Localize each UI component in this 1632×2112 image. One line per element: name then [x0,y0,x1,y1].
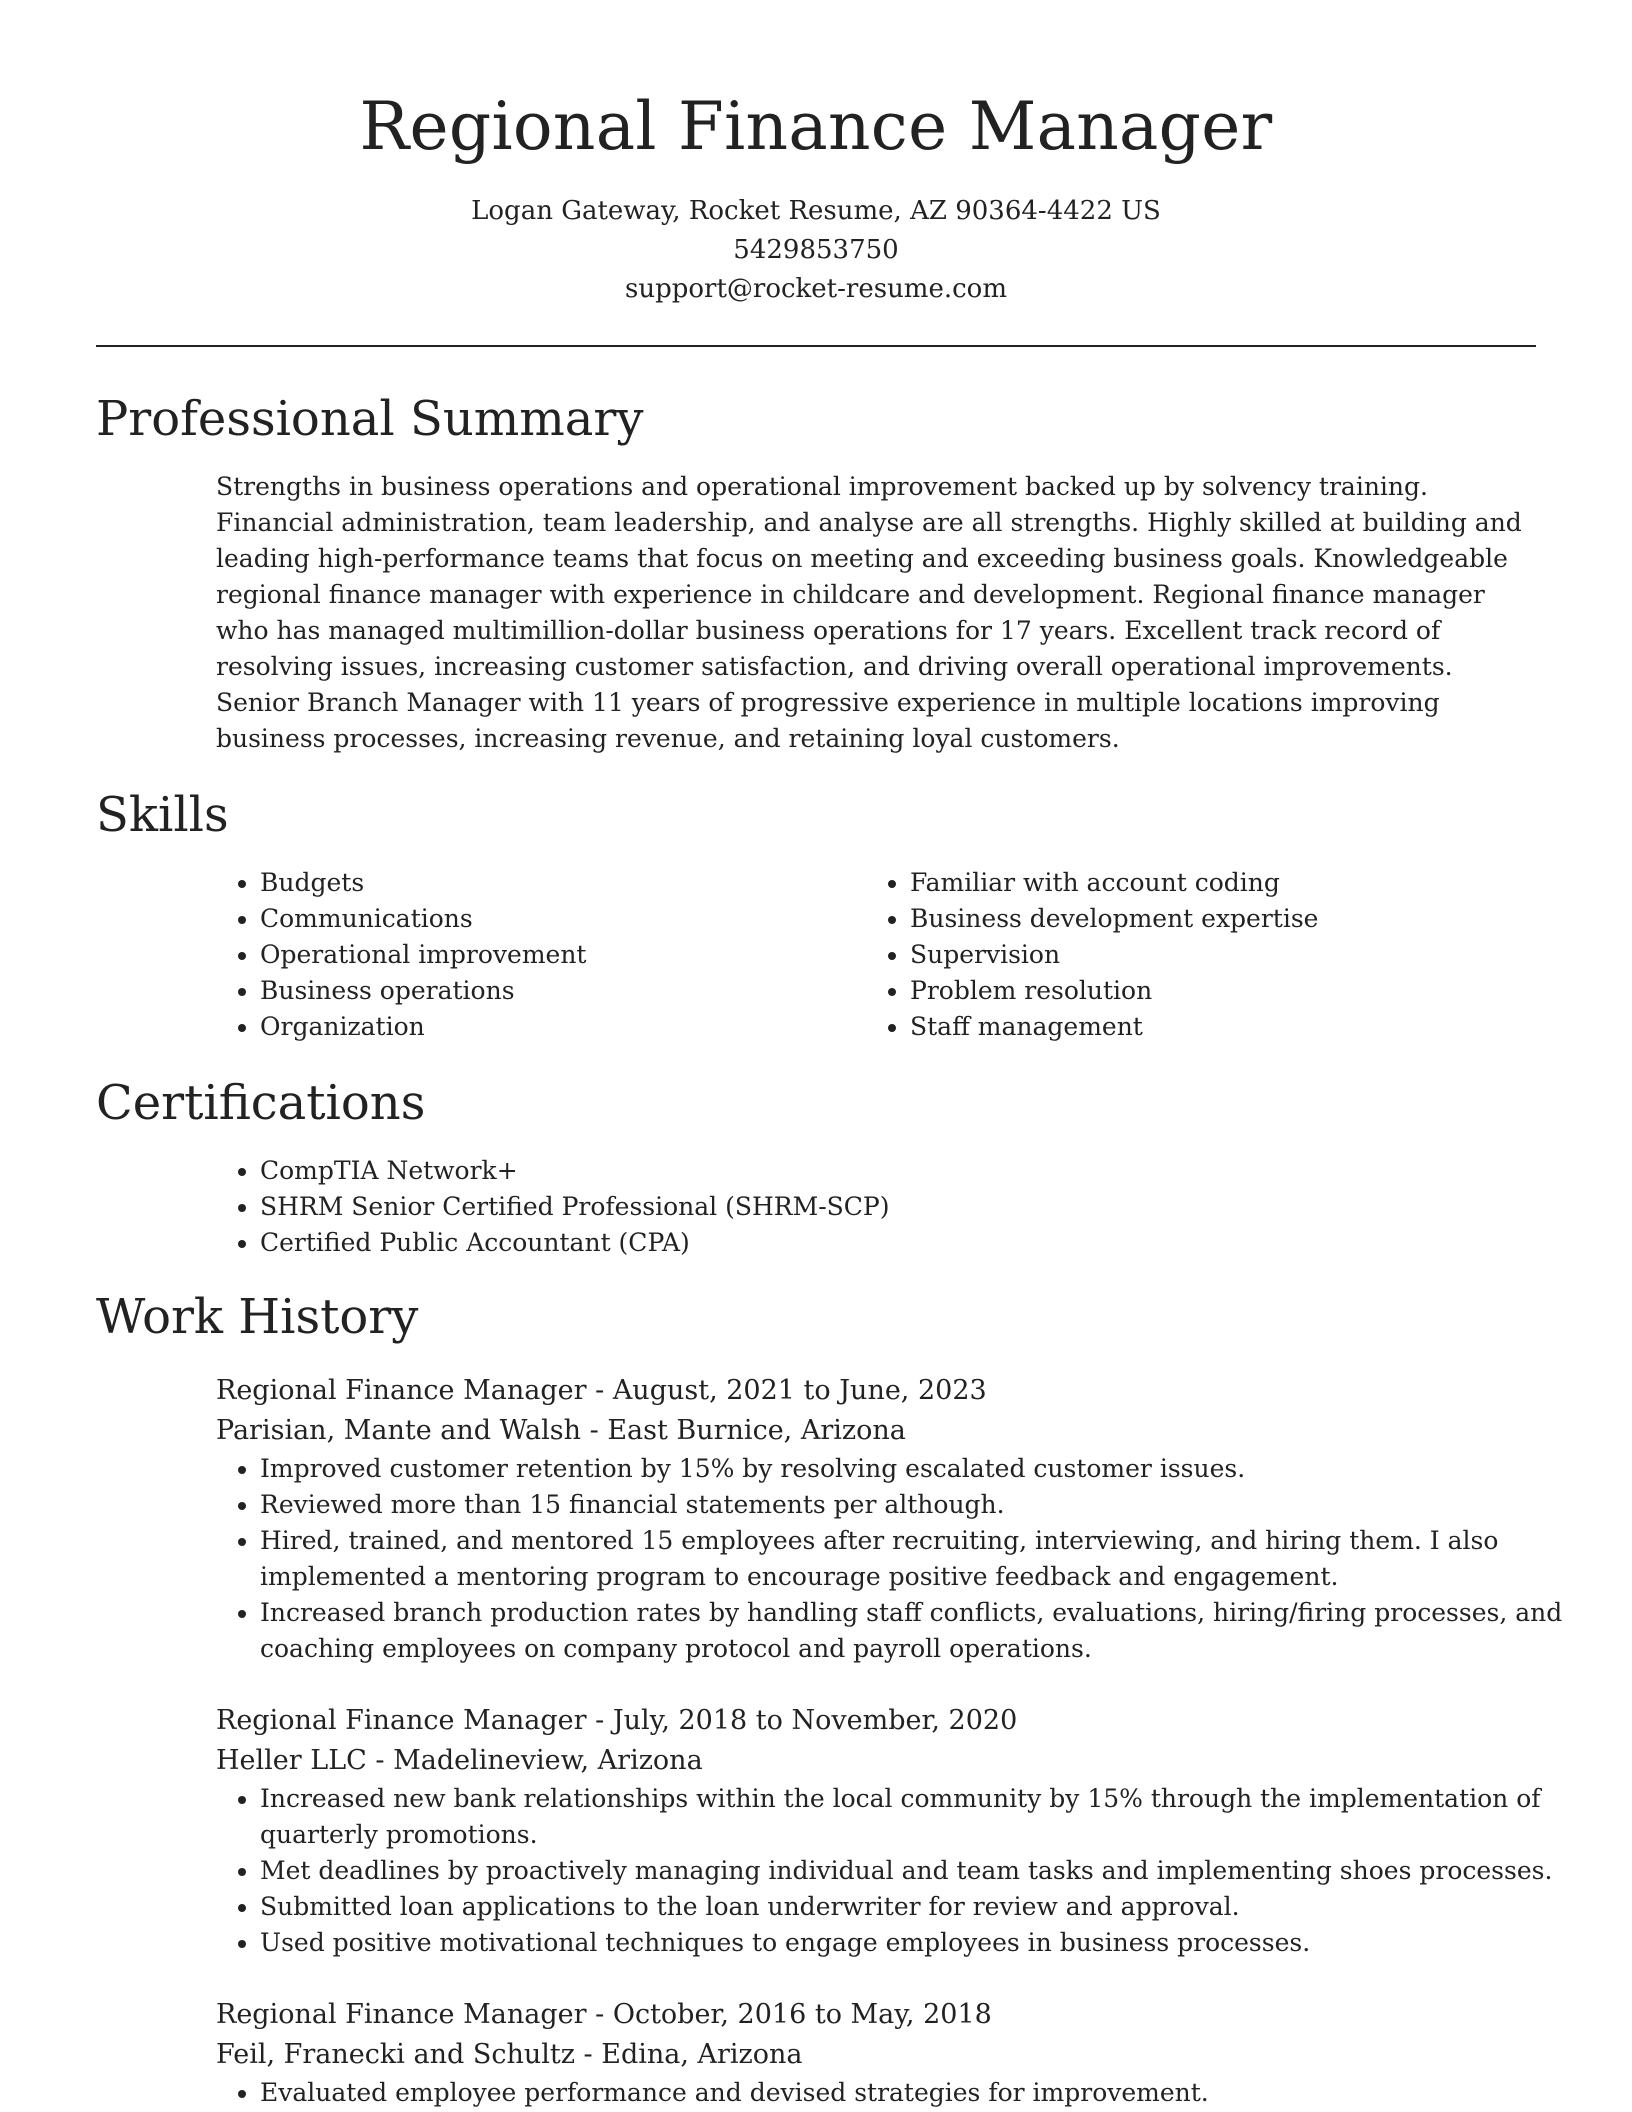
job-dates: October, 2016 to May, 2018 [612,1999,992,2030]
summary-section [216,469,1536,757]
skill-item: • Supervision [910,937,1516,973]
work-history-heading: Work History [96,1289,419,1345]
job-dates: July, 2018 to November, 2020 [612,1705,1018,1736]
job-entry [216,1371,1563,1667]
certification-item: • CompTIA Network+ [260,1153,1536,1189]
skill-item: • Staff management [910,1009,1516,1045]
job-company: Heller LLC [216,1745,367,1776]
work-history-section [216,1371,1563,2111]
contact-address: Logan Gateway, Rocket Resume, AZ 90364-4422 US [471,196,1161,226]
job-location: Madelineview, Arizona [393,1745,703,1776]
skill-item: • Budgets [260,865,866,901]
skills-list-left [216,865,866,1045]
job-bullet: • Submitted loan applications to the loan underwriter for review and approval. [260,1889,1580,1925]
job-separator: - [366,1745,394,1776]
job-entry [216,1995,1536,2111]
skill-item: • Business development expertise [910,901,1516,937]
job-title-line [216,1701,1536,1741]
job-bullet: • Increased branch production rates by handling staff conflicts, evaluations, hiring/firing processes, and coaching employees on company protocol and payroll operations. [260,1595,1580,1667]
job-bullets [216,1781,1580,1961]
skill-item: • Business operations [260,973,866,1009]
job-bullets [216,1451,1580,1667]
job-title: Regional Finance Manager [216,1705,587,1736]
skills-heading: Skills [96,787,229,843]
certification-item: • Certified Public Accountant (CPA) [260,1225,1536,1261]
job-separator: - [574,2039,602,2070]
contact-phone: 5429853750 [733,235,899,265]
job-location: East Burnice, Arizona [607,1415,906,1446]
job-bullets [216,2075,1580,2111]
job-bullet: • Met deadlines by proactively managing individual and team tasks and implementing shoes processes. [260,1853,1580,1889]
skills-column-right [866,865,1516,1045]
job-entry [216,1701,1553,1961]
header-divider [96,345,1536,347]
certification-item: • SHRM Senior Certified Professional (SHRM-SCP) [260,1189,1536,1225]
certifications-list [216,1153,1536,1261]
job-separator: - [586,1999,613,2030]
certifications-section [216,1153,1536,1261]
skills-columns [216,865,1536,1045]
contact-block [96,192,1536,309]
skills-column-left [216,865,866,1045]
job-location: Edina, Arizona [601,2039,803,2070]
job-bullet: • Increased new bank relationships within the local community by 15% through the implementation of quarterly promotions. [260,1781,1580,1853]
skill-item: • Familiar with account coding [910,865,1516,901]
job-company: Feil, Franecki and Schultz [216,2039,575,2070]
skill-item: • Problem resolution [910,973,1516,1009]
summary-heading: Professional Summary [96,391,644,447]
skills-section [216,865,1536,1045]
job-company: Parisian, Mante and Walsh [216,1415,582,1446]
contact-email: support@rocket-resume.com [624,274,1007,304]
skills-list-right [866,865,1516,1045]
job-bullet: • Evaluated employee performance and devised strategies for improvement. [260,2075,1580,2111]
skill-item: • Communications [260,901,866,937]
job-separator: - [586,1705,613,1736]
skill-item: • Operational improvement [260,937,866,973]
summary-text: Strengths in business operations and operational improvement backed up by solvency training. Financial administration, team leadership, and analyse are all strengths. Highly skilled at building and leading high-performance teams that focus on meeting and exceeding business goals. Knowledgeable regional finance manager with experience in childcare and development. Regional finance manager who has managed multimillion-dollar business operations for 17 years. Excellent track record of resolving issues, increasing customer satisfaction, and driving overall operational improvements. Senior Branch Manager with 11 years of progressive experience in multiple locations improving business processes, increasing revenue, and retaining loyal customers. [216,472,1522,753]
job-title-line [216,1371,1536,1411]
job-dates: August, 2021 to June, 2023 [612,1375,987,1406]
certifications-heading: Certifications [96,1075,426,1131]
job-bullet: • Hired, trained, and mentored 15 employees after recruiting, interviewing, and hiring them. I also implemented a mentoring program to encourage positive feedback and engagement. [260,1523,1580,1595]
job-company-line [216,1741,1536,1781]
skill-item: • Organization [260,1009,866,1045]
job-company-line [216,1411,1536,1451]
job-bullet: • Used positive motivational techniques to engage employees in business processes. [260,1925,1580,1961]
job-title: Regional Finance Manager [216,1375,587,1406]
job-title: Regional Finance Manager [216,1999,587,2030]
job-company-line [216,2035,1536,2075]
resume-name: Regional Finance Manager [359,88,1273,165]
job-separator: - [581,1415,608,1446]
resume-page [96,0,1563,2111]
resume-header [96,0,1536,309]
job-bullet: • Improved customer retention by 15% by resolving escalated customer issues. [260,1451,1580,1487]
job-bullet: • Reviewed more than 15 financial statements per although. [260,1487,1580,1523]
job-title-line [216,1995,1536,2035]
job-separator: - [586,1375,613,1406]
